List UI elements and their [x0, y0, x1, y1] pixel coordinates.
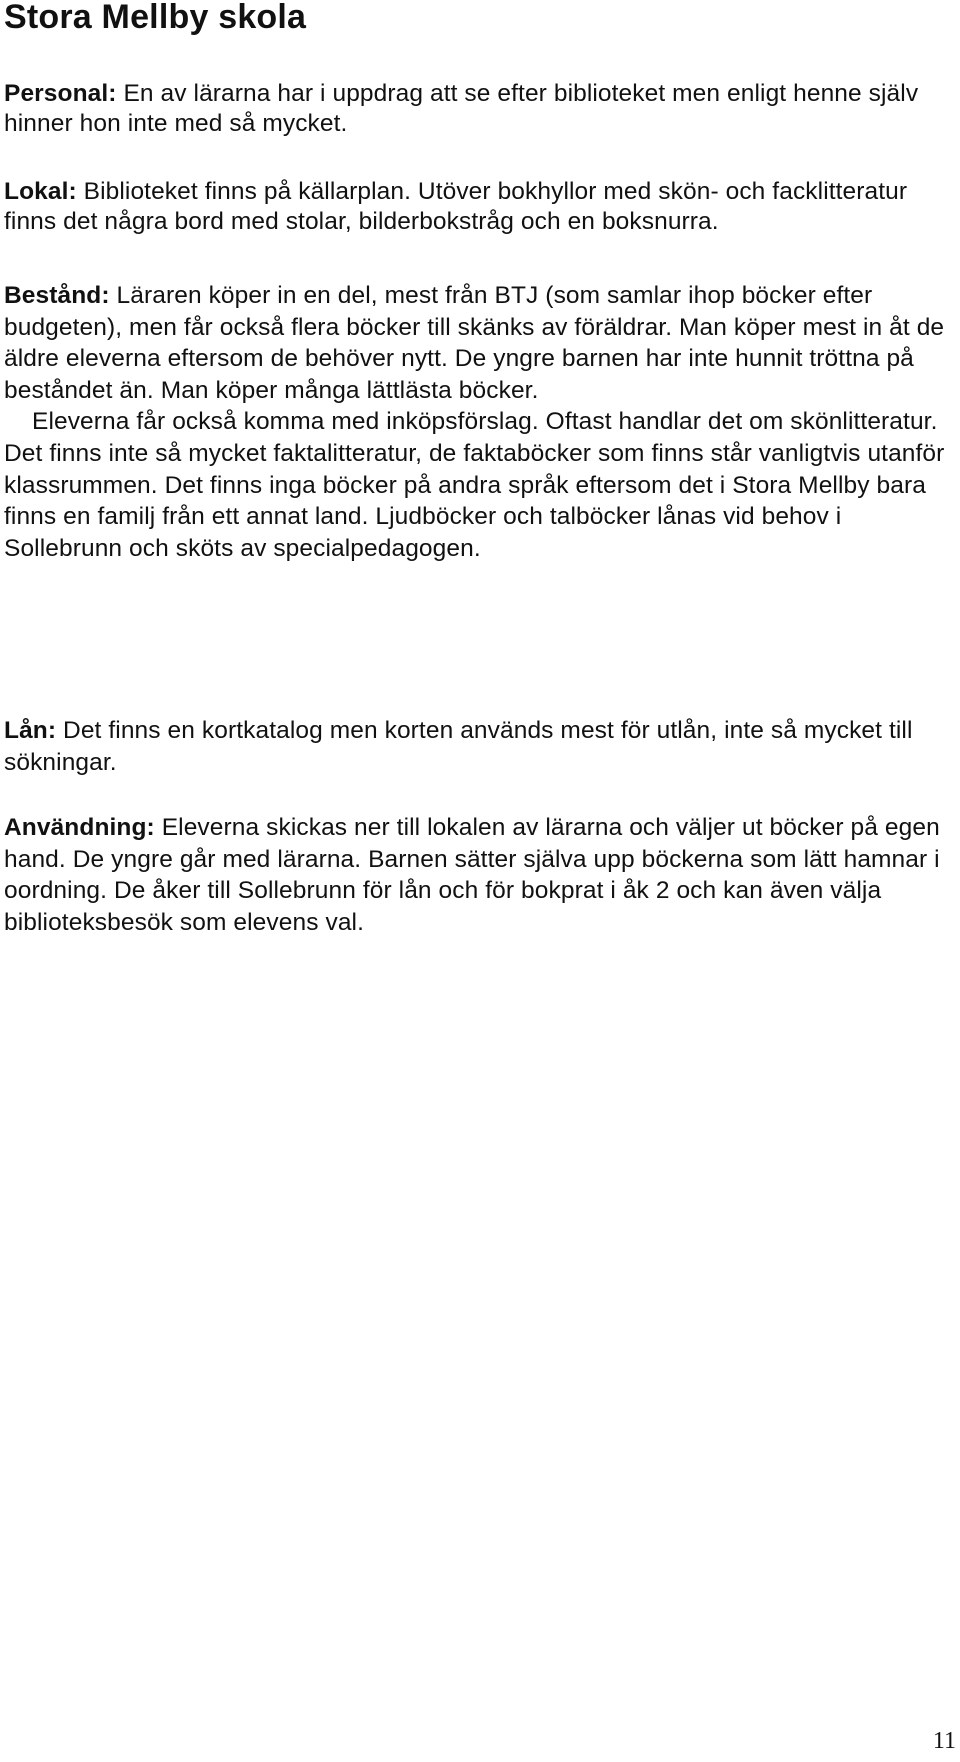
- section-lan: [4, 715, 949, 778]
- section-lokal-label: Lokal:: [4, 178, 77, 205]
- section-personal-label: Personal:: [4, 80, 117, 107]
- section-anvandning-label: Användning:: [4, 814, 155, 841]
- page-number: 11: [932, 1728, 956, 1754]
- section-bestand-text: Läraren köper in en del, mest från BTJ (som samlar ihop böcker efter budgeten), men får också flera böcker till skänks av föräldrar. Man köper mest in åt de äldre eleverna eftersom de behöver nytt. De yngre barnen har inte hunnit tröttna på beståndet än. Man köper många lättlästa böcker.: [4, 282, 945, 404]
- section-lan-text: Det finns en kortkatalog men korten används mest för utlån, inte så mycket till sökningar.: [4, 717, 913, 776]
- section-lan-label: Lån:: [4, 717, 57, 744]
- section-bestand-text-continued: Eleverna får också komma med inköpsförslag. Oftast handlar det om skönlitteratur. Det finns inte så mycket faktalitteratur, de faktaböcker som finns står vanligtvis utanför klassrummen. Det finns inga böcker på andra språk eftersom det i Stora Mellby bara finns en familj från ett annat land. Ljudböcker och talböcker lånas vid behov i Sollebrunn och sköts av specialpedagogen.: [4, 408, 945, 562]
- section-anvandning: [4, 812, 949, 938]
- section-personal: [4, 79, 949, 139]
- section-personal-text: En av lärarna har i uppdrag att se efter biblioteket men enligt henne själv hinner hon inte med så mycket.: [4, 80, 919, 137]
- section-anvandning-text: Eleverna skickas ner till lokalen av lärarna och väljer ut böcker på egen hand. De yngre går med lärarna. Barnen sätter själva upp böckerna som lätt hamnar i oordning. De åker till Sollebrunn för lån och för bokprat i åk 2 och kan även välja biblioteksbesök som elevens val.: [4, 814, 940, 936]
- section-bestand-label: Bestånd:: [4, 282, 110, 309]
- section-lokal-text: Biblioteket finns på källarplan. Utöver bokhyllor med skön- och facklitteratur finns det några bord med stolar, bilderbokstråg och en boksnurra.: [4, 178, 908, 235]
- section-lokal: [4, 177, 949, 237]
- section-bestand: [4, 280, 949, 564]
- page-title: Stora Mellby skola: [4, 0, 307, 36]
